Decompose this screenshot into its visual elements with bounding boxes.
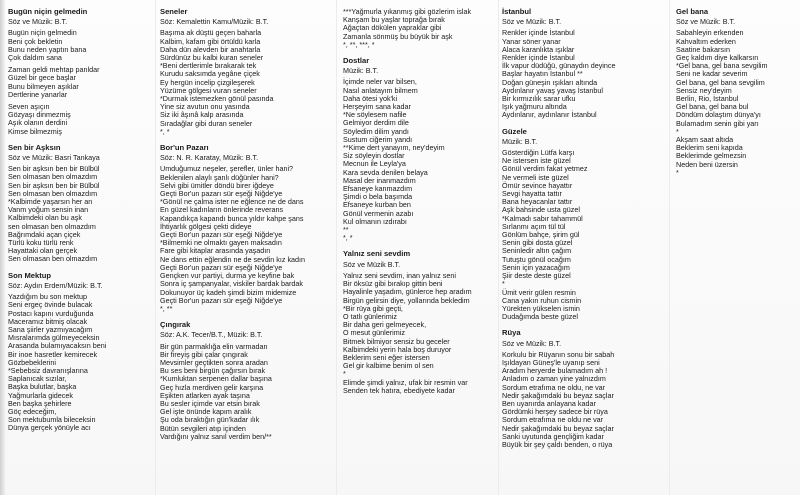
lyric-line: Yürekten yükselen ismin [502,303,580,313]
lyric-line: Sabahleyin erkenden [676,28,744,38]
lyric-line: Bir kırmızılık sarar ufku [502,94,576,104]
lyric-line: * [502,279,505,289]
lyric-line: *Kalmadı sabır tahammül [502,213,583,223]
song-credit: Söz ve Müzik: Basri Tankaya [8,153,100,163]
lyric-line: Gözyaşı dinmezmiş [8,110,71,120]
lyric-line: Hayattaki olan gerçek [8,246,78,256]
song-title: Rüya [502,328,521,338]
lyric-line: Alaca karanlıkta ışıklar [502,44,575,54]
lyric-line: En güzel kadınların önlerinde reverans [160,205,284,215]
lyric-line: Beklerim seni eğer istersen [343,352,430,362]
page-edge-shadow [0,0,6,495]
lyric-line: Geçti Bor'un pazarı sür eşeği Niğde'ye [160,189,283,199]
lyric-line: *Gönül ne çalma ister ne eğlence ne de dans [160,197,304,207]
lyric-line: Sana şiirler yazmıyacağım [8,324,93,334]
lyric-line: Kimse bilmezmiş [8,126,62,136]
lyric-line: Fare gibi kitaplar arasında yaşadın [160,246,271,256]
song-credit: Söz: A.K. Tecer/B.T., Müzik: B.T. [160,330,263,340]
lyric-line: Başka bulutlar, başka [8,382,77,392]
lyric-line: Mevsimler geçtikten sonra aradan [160,357,268,367]
lyric-line: Geç hızla merdiven gelir karşına [160,382,264,392]
lyric-line: Bugün niçin gelmedin [8,28,77,38]
lyric-line: Sırlanmı açım tül tül [502,221,566,231]
lyric-line: Gönül verdim fakat yetmez [502,164,588,174]
song-block [8,272,150,433]
lyric-line: O mesut günlerimiz [343,328,405,338]
lyric-line: Türlü koku türlü renk [8,238,74,248]
lyric-line: Aradım heryerde bulamadım ah ! [502,366,608,376]
lyric-line: Döndüm dolaştım dünya'yı [676,110,761,120]
lyric-line: İlk vapur düdüğü, günaydın deyince [502,61,616,71]
lyric-line: Anladım o zaman yine yalnızdım [502,374,606,384]
lyrics-column-2 [160,8,320,449]
lyric-line: Daha dün alevden bir anahtarla [160,44,261,54]
lyric-line: Renkler içinde İstanbul [502,28,575,38]
lyric-line: Aydınlanır, aydınlanır İstanbul [502,110,597,120]
lyric-line: O tatlı günlerimiz [343,311,397,321]
lyric-line: Tutuştu gönül ocağım [502,254,571,264]
lyric-line: Sen olmasan ben olmazdım [8,254,98,264]
lyric-line: Zaman geldi mehtap panldar [8,65,100,75]
lyric-line: Kanşam bu yaşlar toprağa bırak [343,15,445,25]
lyric-line: Gel bana, gel bana bul [676,102,749,112]
lyric-line: Masal der inanmazdım [343,175,416,185]
lyric-line: Bulamadım senin gibi yarı [676,118,759,128]
lyric-line: Kurudu saksımda yegâne çiçek [160,69,260,79]
lyric-line: Geçti Bor'un pazarı sür eşeği Niğde'ye [160,262,283,272]
lyric-line: Postacı kapını vurduğunda [8,308,94,318]
column-divider [155,0,156,495]
lyric-line: Ey hergün incelip çizgileşerek [160,77,255,87]
lyric-line: Gözbebeklerini [8,357,56,367]
lyric-line: *Beni dertlerimle bırakarak tek [160,61,257,71]
lyric-line: *Kumluktan serpenen dallar başına [160,374,272,384]
lyric-line: Sen olmasan ben olmazdım [8,172,98,182]
lyric-line: Işık yağmuru altında [502,102,567,112]
lyric-line: Saatine bakarsın [676,44,730,54]
lyric-line: Sonra iç şampanyalar, viskiler bardak bardak [160,279,304,289]
lyric-line: Geçti Bor'un pazarı sür eşeği Niğde'ye [160,230,283,240]
lyric-line: Siz iki âşınâ kalp arasında [160,110,244,120]
song-credit: Söz ve Müzik: B.T. [676,17,736,27]
song-block [160,321,320,441]
lyric-line: Yine siz avutun onu yasında [160,102,250,112]
lyric-line: Söyledim dilim yandı [343,126,409,136]
lyric-line: Göç edeceğim, [8,406,57,416]
lyric-line: Mısralarımda gülmeyeceksin [8,333,100,343]
lyric-line: Kapandıkça kapandı bunca yıldır kahpe şans [160,213,304,223]
song-credit: Söz: Kemalettin Kamu/Müzik: B.T. [160,17,269,27]
lyric-line: Seninledir altın çağım [502,246,572,256]
lyric-line: **Kime dert yanayım, ney'deyim [343,143,445,153]
lyrics-column-3 [343,8,499,403]
lyric-line: Ben başka şehirlere [8,398,72,408]
lyric-line: Bana heyacanlar tattır [502,197,573,207]
lyric-line: Kalbimdeki yerin hala boş duruyor [343,344,452,354]
lyric-line: Kara sevda denilen belaya [343,167,428,177]
lyric-line: Mecnun ile Leyla'ya [343,159,406,169]
lyric-line: Sen bir aşksın ben bir Bülbül [8,164,100,174]
lyric-line: Senden tek hatıra, ebediyete kadar [343,385,455,395]
song-title: İstanbul [502,7,532,16]
song-title: Sen bir Aşksın [8,142,61,152]
lyric-line: Seni ergeç övinde bulacak [8,300,93,310]
lyric-line: Yüzüme gölgesi vuran seneler [160,85,257,95]
lyric-line: Bağrımdaki açan çiçek [8,229,81,239]
lyric-line: Gel bana, gel bana sevgilim [676,77,765,87]
lyric-line: Birgün gelirsin diye, yollarında bekledim [343,295,470,305]
lyric-line: Beklerimde gelmezsin [676,151,747,161]
song-title: Dostlar [343,56,370,66]
lyric-line: Gel işte önünde kapım aralık [160,407,252,417]
song-title: Yalnız seni sevdim [343,249,411,259]
lyric-line: İçimde neler var bilsen, [343,77,417,87]
song-block [502,128,662,322]
lyric-line: *Durmak istemezken gönül pasında [160,94,274,104]
lyric-line: Yanar söner yanar [502,36,561,46]
lyric-line: Bir inoe hasretler kemirecek [8,349,98,359]
lyric-line: Senin gibi dosta güzel [502,238,573,248]
lyric-line: Nasıl anlatayım bilmem [343,85,418,95]
song-block [676,8,794,177]
lyric-line: Kul olmanın ızdırabı [343,216,407,226]
lyric-line: İhtiyarlık gölgesi çekti dideye [160,221,252,231]
song-block [8,144,150,264]
lyric-line: Eşikten atlarken ayak taşına [160,390,250,400]
lyric-line: Bir fireyiş gibi çalar çıngırak [160,349,248,359]
lyric-line: Berlin, Rio, İstanbul [676,94,739,104]
lyric-line: Gönlüm bahçe, şirim gül [502,230,580,240]
song-block [343,8,499,49]
lyric-line: Renkler içinde İstanbul [502,53,575,63]
lyric-line: * [676,126,679,136]
lyric-line: Dünya gerçek yönüyle acı [8,423,91,433]
lyric-line: *Gel bana, gel bana sevgilim [676,61,768,71]
song-block [160,8,320,136]
song-title: Bor'un Pazarı [160,143,209,153]
lyric-line: Geçti Bor'un pazarı sür eşeği Niğde'ye [160,295,283,305]
lyric-line: Sen bir aşksın ben bir Bülbül [8,180,100,190]
lyric-line: Efsaneye kurban ben [343,200,411,210]
lyric-line: Kalbim, kafam gibi örtüldü karla [160,36,261,46]
song-title: Seneler [160,7,188,16]
song-title: Son Mektup [8,270,52,280]
song-credit: Söz ve Müzik B.T. [343,259,401,269]
lyric-line: Bunu neden yaptın bana [8,44,87,54]
lyric-line: Saplanıcak sızılar, [8,374,67,384]
lyric-line: *, * [160,126,170,136]
lyric-line: Bütün sevgileri atıp içinden [160,423,246,433]
lyric-line: Şu oda bıraktığın gün'kadar ılık [160,415,260,425]
lyric-line: Aşk bahsinde usta güzel [502,205,580,215]
lyric-line: Beni çok bekletin [8,36,63,46]
lyrics-column-1 [8,8,150,441]
song-credit: Müzik: B.T. [343,66,379,76]
lyric-line: Ne istersen iste güzel [502,156,571,166]
lyric-line: Bir gün parmaklığa elin varmadan [160,341,268,351]
song-block [502,329,662,449]
song-title: Çıngırak [160,320,191,330]
lyric-line: *Kalbimde yaşarsın her an [8,197,93,207]
lyric-line: Daha ötesi yok'ki [343,93,398,103]
song-credit: Söz ve Müzik: B.T. [8,17,68,27]
lyric-line: Başıma ak düştü geçen baharla [160,28,262,38]
lyric-line: Beklenilen alaylı şanlı düğünler hani? [160,172,279,182]
lyric-line: Nedir şakağımdaki bu beyaz saçlar [502,423,614,433]
lyric-line: Selvi gibi ümitler döndü birer iğdeye [160,180,274,190]
lyric-line: *Sebebsiz davranışlarına [8,365,88,375]
lyric-line: Doğan güneşin ışıkları altında [502,77,598,87]
lyric-line: Yalnız seni sevdim, inan yalnız seni [343,270,456,280]
song-credit: Söz ve Müzik: B.T. [502,338,562,348]
lyric-line: Gelmiyor derdim dile [343,118,409,128]
lyric-line: Bir öksüz gibi bırakıp gittin beni [343,279,443,289]
lyric-line: Gördümki herşey sadece bir rüya [502,407,608,417]
lyric-line: Siz söyleyin dostlar [343,151,405,161]
lyric-line: *, ** [160,303,173,313]
song-credit: Müzik: B.T. [502,136,538,146]
lyric-line: Bitmek bilmiyor sensiz bu geceler [343,336,450,346]
lyric-line: Ben uyanırda anlayana kadar [502,398,596,408]
lyric-line: Yazdığım bu son mektup [8,292,87,302]
lyric-line: Elimde şimdi yalnız, ufak bir resmin var [343,377,468,387]
lyric-line: Başlar hayatın İstanbul ** [502,69,583,79]
lyric-line: ***Yağmurla yıkanmış gibi gözlerim islak [343,7,472,16]
lyric-line: Arasanda bulamıyacaksın beni [8,341,107,351]
song-title: Gel bana [676,7,709,16]
lyric-line: Sevgi hayatta tattır [502,189,562,199]
lyric-line: Kahvaltım ederken [676,36,736,46]
song-credit: Söz: N. R. Karatay, Müzik: B.T. [160,153,259,163]
lyrics-column-4 [502,8,662,457]
lyric-line: Yağmurlarla gidecek [8,390,73,400]
song-block [343,57,499,242]
lyric-line: Sordum etrafıma ne oldu ne var [502,415,604,425]
lyric-line: Gösterdiğin Lütfa karşı [502,148,575,158]
lyric-line: Aşık olanın derdini [8,118,68,128]
lyric-line: Dertlerine yanarlar [8,89,68,99]
lyric-line: Ömür sevince hayattır [502,180,573,190]
lyric-line: Senin için yazacağım [502,262,570,272]
song-title: Güzele [502,126,527,136]
lyric-line: Şiir deste deste güzel [502,271,571,281]
lyric-line: Güzel bir gece başlar [8,73,76,83]
lyric-line: Efsaneye kanmazdım [343,184,413,194]
lyric-line: Zamanla sönmüş bu büyük bir aşk [343,31,453,41]
lyric-line: Maceramız bitmiş olacak [8,316,88,326]
lyric-line: *Ne söylesem nafile [343,110,407,120]
song-block [343,250,499,394]
song-block [160,144,320,313]
lyric-line: Aydınlanır yavaş yavaş İstanbul [502,85,603,95]
lyric-line: ** [343,225,349,235]
lyric-line: Işıldayan Güneş'le uyanıp seni [502,357,600,367]
lyric-line: *Bilmemki ne olmaktı gayen maksadın [160,238,282,248]
lyric-line: *Bir rüya gibi geçti, [343,303,403,313]
lyric-line: Sordum etrafıma ne oldu, ne var [502,382,606,392]
lyric-line: Akşam saat altıda [676,135,734,145]
lyric-line: Sensiz ney'deyim [676,85,732,95]
lyric-line: Herşeyim sana kadar [343,102,411,112]
lyric-line: Cana yakın ruhun cismin [502,295,582,305]
lyric-line: Dokunuyor üç kadeh şimdi bizim midemize [160,287,297,297]
column-divider [669,0,670,495]
lyric-line: Geç kaldım diye kalkarsın [676,53,759,63]
lyric-line: *, * [343,233,353,243]
song-block [8,8,150,136]
lyric-line: Büyük bir şey çaldı benden, o rüya [502,439,613,449]
lyric-line: Bu ses beni birgün çağırsın bırak [160,366,266,376]
lyric-line: Şimdi o bela başımda [343,192,413,202]
lyric-line: Bu sesler içimde var etsin bırak [160,398,260,408]
lyric-line: Sustum ciğerim yandı [343,134,413,144]
song-credit: Söz: Aydın Erdem/Müzik: B.T. [8,280,103,290]
lyric-line: sen olmasan ben olmazdım [8,221,96,231]
lyric-line: Son mektubumla bileceksin [8,415,96,425]
lyric-line: Gönül vermenin azabı [343,208,414,218]
lyric-line: Sanki uyutunda gençliğim kadar [502,431,604,441]
lyric-line: Vardığını yalnız sanıl verdim ben/** [160,431,272,441]
lyric-line: Umduğumuz neşeler, şerefler, ünler hani? [160,164,294,174]
lyric-line: * [343,369,346,379]
lyric-line: Sen olmasan ben olmazdım [8,188,98,198]
song-block [502,8,662,120]
lyric-line: Dudağımda beste güzel [502,312,578,322]
song-title: Bugün niçin gelmedin [8,7,88,16]
lyric-line: Ağaçtan dökülen yapraklar gibi [343,23,442,33]
song-credit: Söz ve Müzik: B.T. [502,17,562,27]
lyric-line: Vanm yoğum sensin inan [8,205,89,215]
lyric-line: Korkulu bir Rüyanın sonu bir sabah [502,349,615,359]
lyric-line: Ne dans ettin eğlendin ne de sevdin kız kadın [160,254,306,264]
lyric-line: Bunu bilmeyen aşıklar [8,81,79,91]
lyric-line: Hayalinle yaşadım, günlerce hep aradım [343,287,472,297]
lyric-line: Ne vermeli iste güzel [502,172,569,182]
lyric-line: Seni ne kadar severim [676,69,748,79]
lyric-line: Gel gir kalbime benim ol sen [343,361,434,371]
lyric-line: Sıradağlar gibi duran seneler [160,118,253,128]
lyrics-column-5 [676,8,794,185]
lyric-line: Nedir şakağımdaki bu beyaz saçlar [502,390,614,400]
lyric-line: Kalbimdeki olan bu aşk [8,213,82,223]
lyric-line: Neden beni üzersin [676,159,738,169]
lyric-line: Bir daha geri gelmeyecek, [343,320,427,330]
lyric-line: Gençken vur partiyi, durma ye keyfine bak [160,271,295,281]
lyric-line: Ümit verir gülen resmin [502,287,576,297]
lyric-line: Beklerim seni kapıda [676,143,743,153]
lyric-line: Seven aşıçın [8,102,50,112]
lyric-line: Sürdünüz bu kalbi kuran seneler [160,53,264,63]
lyric-line: Çok daldım sana [8,53,62,63]
lyric-line: *, **, ***, * [343,39,375,49]
column-divider [336,0,337,495]
lyric-line: * [676,167,679,177]
